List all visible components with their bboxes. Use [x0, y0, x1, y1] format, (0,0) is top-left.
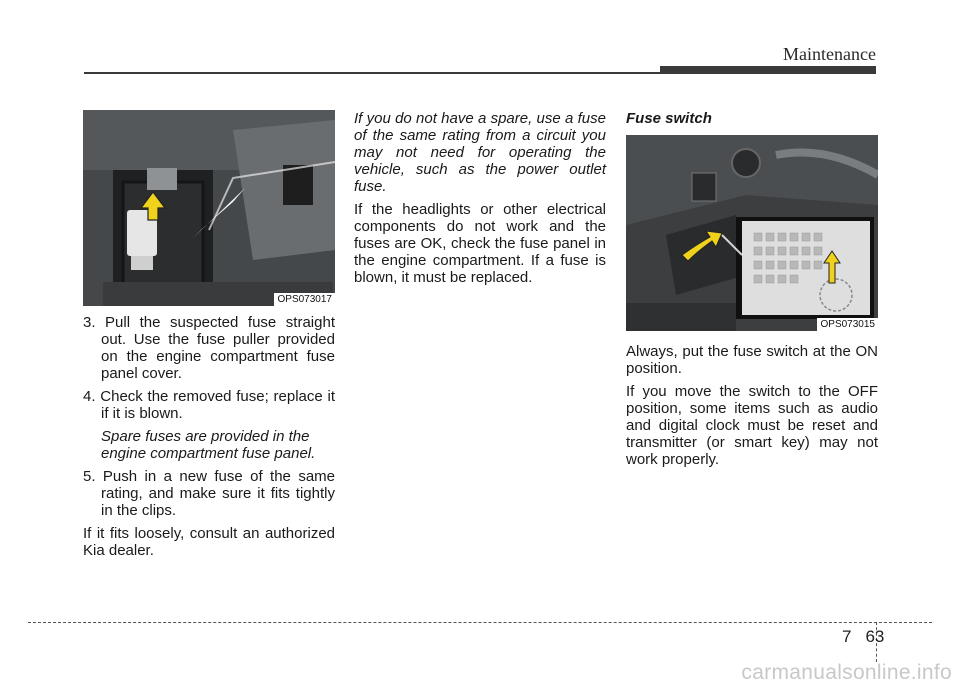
header-rule-accent	[660, 66, 876, 74]
footer-rule	[28, 622, 932, 623]
chapter-number: 7	[842, 627, 852, 646]
fuse-switch-on-paragraph: Always, put the fuse switch at the ON position.	[626, 343, 878, 377]
fuse-switch-heading: Fuse switch	[626, 110, 712, 127]
figure-code: OPS073015	[817, 318, 879, 331]
fuse-switch-photo	[626, 135, 878, 331]
right-column	[626, 110, 878, 474]
closing-paragraph: If it fits loosely, consult an authorized Kia dealer.	[83, 525, 335, 559]
step-4: 4. Check the removed fuse; replace it if it is blown.	[83, 388, 335, 422]
watermark: carmanualsonline.info	[741, 661, 952, 684]
fuse-switch-off-paragraph: If you move the switch to the OFF position, some items such as audio and digital clock must be reset and transmitter (or smart key) may not work properly.	[626, 383, 878, 468]
engine-fuse-panel-figure	[83, 110, 335, 306]
fuse-switch-figure	[626, 135, 878, 331]
spare-fuse-caution: If you do not have a spare, use a fuse of the same rating from a circuit you may not need for operating the vehicle, such as the power outlet fuse.	[354, 110, 606, 195]
fuse-check-paragraph: If the headlights or other electrical components do not work and the fuses are OK, check the fuse panel in the engine compartment. If a fuse is blown, it must be replaced.	[354, 201, 606, 286]
page-number	[842, 627, 884, 647]
figure-code: OPS073017	[274, 293, 336, 306]
header-rule	[84, 72, 664, 74]
step-5: 5. Push in a new fuse of the same rating, and make sure it fits tightly in the clips.	[83, 468, 335, 519]
engine-fuse-panel-photo	[83, 110, 335, 306]
middle-column	[354, 110, 606, 292]
spare-fuse-note: Spare fuses are provided in the engine compartment fuse panel.	[101, 428, 316, 462]
left-column	[83, 110, 335, 565]
section-title: Maintenance	[783, 44, 876, 64]
step-3: 3. Pull the suspected fuse straight out. Use the fuse puller provided on the engine compartment fuse panel cover.	[83, 314, 335, 382]
page-number-value: 63	[865, 627, 885, 646]
